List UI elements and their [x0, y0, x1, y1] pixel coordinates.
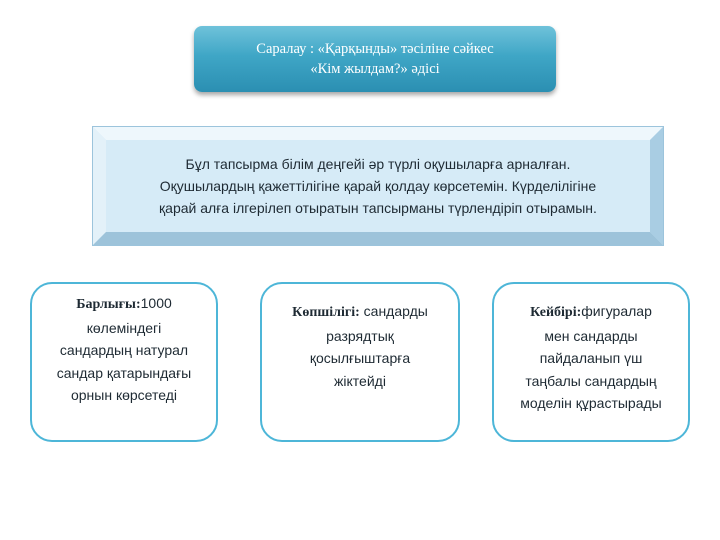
- title-line-2: «Кім жылдам?» әдісі: [310, 61, 440, 77]
- card-all-text-4: сандар қатарындағы: [56, 364, 192, 381]
- card-all-line-1: [32, 292, 216, 317]
- card-some-text-4: таңбалы сандардың: [525, 372, 657, 389]
- card-most-heading: Көпшілігі:: [292, 305, 360, 320]
- card-all-text-1: 1000: [140, 295, 172, 311]
- card-some-text-3: пайдаланып үш: [539, 350, 643, 366]
- card-some-text-1: фигуралар: [581, 303, 652, 319]
- card-all-text-5: орнын көрсетеді: [70, 387, 178, 403]
- card-most: [260, 282, 460, 442]
- description-line-2: Оқушылардың қажеттілігіне қарай қолдау көрсетемін. Күрделілігіне: [159, 178, 597, 194]
- card-most-text-1: сандарды: [359, 303, 428, 319]
- card-some: [492, 282, 690, 442]
- title-banner: [194, 26, 556, 92]
- card-most-text-4: жіктейді: [334, 372, 386, 389]
- card-all-text-3: сандардың натурал: [59, 342, 189, 358]
- card-some-heading: Кейбірі:: [530, 305, 582, 320]
- card-most-line-1: [262, 300, 458, 325]
- card-all-heading: Барлығы:: [76, 297, 141, 312]
- card-some-text-2: мен сандарды: [544, 327, 638, 344]
- description-line-3: қарай алға ілгерілеп отыратын тапсырманы түрлендіріп отырамын.: [159, 200, 597, 216]
- card-most-text-3: қосылғыштарға: [309, 350, 411, 366]
- card-some-line-1: [494, 300, 688, 325]
- description-line-1: Бұл тапсырма білім деңгейі әр түрлі оқушыларға арналған.: [185, 156, 571, 172]
- description-box: [92, 126, 664, 246]
- card-all-text-2: көлеміндегі: [86, 319, 162, 336]
- card-all: [30, 282, 218, 442]
- card-most-text-2: разрядтық: [326, 327, 394, 344]
- description-text: [106, 140, 650, 232]
- title-line-1: Саралау : «Қарқынды» тәсіліне сәйкес: [256, 41, 494, 57]
- card-some-text-5: моделін құрастырады: [520, 395, 662, 411]
